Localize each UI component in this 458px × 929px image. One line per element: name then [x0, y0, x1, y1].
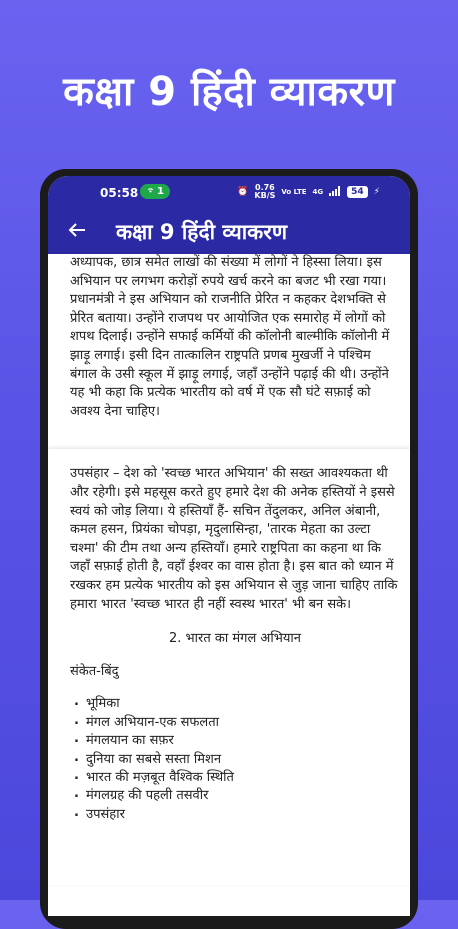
status-bar [48, 176, 410, 209]
paragraph: अध्यापक, छात्र समेत लाखों की संख्या में लोगों ने हिस्सा लिया। इस अभियान पर लगभग करोड़ों रुपये खर्च करने का बजट भी रखा गया। प्रधानमंत्री ने इस अभियान को राजनीति प्रेरित न कहकर देशभक्ति से प्रेरित बताया। उन्होंने राजपथ पर आयोजित एक समारोह में लोगों को शपथ दिलाई। उन्होंने सफाई कर्मियों की कॉलोनी बाल्मीकि कॉलोनी में झाड़ू लगाई। इसी दिन तात्कालिन राष्ट्रपति प्रणब मुखर्जी ने पश्चिम बंगाल के उसी स्कूल में झाड़ू लगाई, जहाँ उन्होंने पढ़ाई की थी। उन्होंने यह भी कहा कि प्रत्येक भारतीय को वर्ष में एक सौ घंटे सफ़ाई को अवश्य देना चाहिए। [70, 255, 390, 419]
list-item: . मंगल अभियान-एक सफलता [72, 714, 400, 732]
page-title: कक्षा 9 हिंदी व्याकरण [116, 219, 288, 244]
points-label: संकेत-बिंदु [70, 663, 119, 679]
battery-indicator: 54 [347, 186, 368, 198]
section-heading: 2. भारत का मंगल अभियान [169, 631, 301, 647]
charging-icon: ⚡ [373, 187, 380, 197]
signal-icon [329, 186, 341, 199]
speed-unit: KB/S [254, 191, 276, 200]
volte-indicator: Vo LTE [281, 188, 307, 196]
list-item: . भारत की मज़बूत वैश्विक स्थिति [72, 769, 400, 787]
signal-indicator: 4G [312, 188, 324, 196]
promo-title: कक्षा 9 हिंदी व्याकरण [63, 69, 395, 115]
alarm-icon: ⏰ [237, 187, 249, 197]
list-item: . मंगलयान का सफ़र [72, 732, 400, 750]
list-item: . उपसंहार [72, 806, 400, 824]
list-item: . दुनिया का सबसे सस्ता मिशन [72, 751, 400, 769]
content-area[interactable] [48, 254, 410, 885]
card-gap [48, 435, 410, 449]
back-button[interactable] [52, 209, 102, 254]
content-card [48, 449, 410, 885]
phone-screen [48, 176, 410, 916]
app-bar [48, 209, 410, 254]
hotspot-indicator [140, 184, 170, 199]
status-right [237, 184, 380, 200]
points-list [72, 695, 400, 824]
status-time: 05:58 [100, 186, 139, 200]
list-item: . मंगलग्रह की पहली तसवीर [72, 787, 400, 805]
arrow-left-icon [68, 219, 86, 244]
network-speed [254, 184, 275, 200]
hotspot-icon [146, 186, 155, 198]
speed-value: 0.76 [255, 183, 275, 192]
content-card [48, 254, 410, 435]
conclusion-paragraph: उपसंहार – देश को 'स्वच्छ भारत अभियान' की सख्त आवश्यकता थी और रहेगी। इसे महसूस करते हुए हमारे देश की अनेक हस्तियों ने इससे स्वयं को जोड़ लिया। ये हस्तियाँ हैं- सचिन तेंदुलकर, अनिल अंबानी, कमल हसन, प्रियंका चोपड़ा, मृदुलासिन्हा, 'तारक मेहता का उल्टा चश्मा' की टीम तथा अन्य हस्तियाँ। हमारे राष्ट्रपिता का कहना था कि जहाँ सफ़ाई होती है, वहाँ ईश्वर का वास होता है। इस बात को ध्यान में रखकर हम प्रत्येक भारतीय को इस अभियान से जुड़ जाना चाहिए ताकि हमारा भारत 'स्वच्छ भारत ही नहीं स्वस्थ भारत' भी बन सके। [70, 466, 398, 612]
list-item: . भूमिका [72, 695, 400, 713]
hotspot-count: 1 [157, 186, 164, 197]
